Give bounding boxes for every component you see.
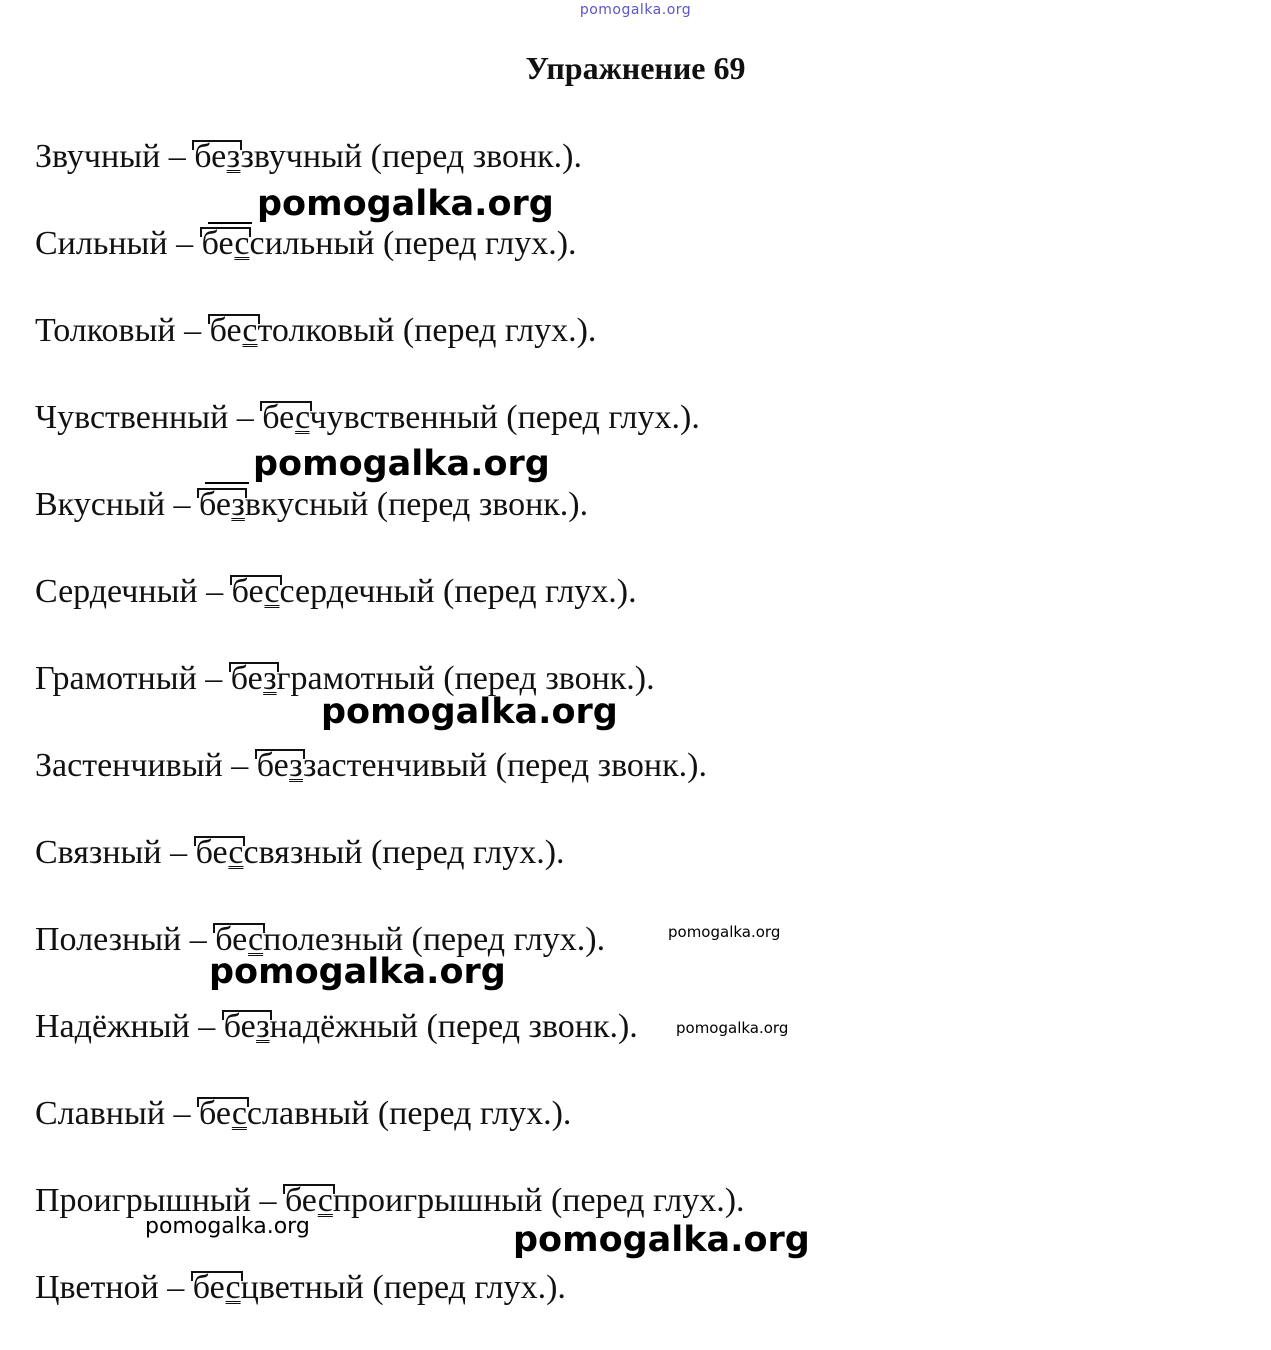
dash: – [197,573,232,610]
dash: – [167,225,202,262]
dash: – [165,1095,200,1132]
rule-note: (перед звонк.). [487,747,707,784]
prefix-consonant: с [225,1269,241,1306]
prefix-consonant: с [231,1095,247,1132]
watermark: pomogalka.org [209,952,506,992]
prefix-mark [257,747,303,784]
prefix-bracket [213,923,265,933]
prefix-consonant: с [248,921,264,958]
base-word: Звучный [35,138,161,175]
watermark: pomogalka.org [321,692,618,732]
rule-note: (перед глух.). [363,1269,566,1306]
watermark: pomogalka.org [513,1220,810,1260]
prefix-text: бе [223,1008,257,1045]
prefix-bracket [283,1184,335,1194]
top-watermark: pomogalka.org [579,2,692,18]
dash: – [228,399,263,436]
rule-note: (перед звонк.). [417,1008,638,1045]
rule-note: (перед глух.). [434,573,637,610]
prefix-bracket [194,836,246,846]
prefix-bracket [229,662,279,672]
prefix-text: бе [201,225,235,262]
dash: – [161,834,196,871]
prefix-consonant: с [242,312,258,349]
prefix-text: бе [215,921,249,958]
prefix-consonant: з [256,1008,270,1045]
prefix-text: бе [209,312,243,349]
word-list [35,132,745,1350]
word-rest: сильный [249,225,375,262]
rule-note: (перед глух.). [542,1182,745,1219]
list-item [35,1263,745,1350]
word-rest: грамотный [276,660,435,697]
base-word: Надёжный [35,1008,190,1045]
word-rest: толковый [257,312,395,349]
prefix-mark [231,660,277,697]
prefix-text: бе [231,573,265,610]
prefix-consonant: с [317,1182,333,1219]
rule-note: (перед звонк.). [362,138,582,175]
word-rest: полезный [263,921,404,958]
list-item [35,828,745,915]
prefix-text: бе [284,1182,318,1219]
prefix-mark [202,225,250,262]
prefix-bracket [230,575,282,585]
prefix-mark [224,1008,270,1045]
rule-note: (перед глух.). [362,834,565,871]
prefix-bracket [191,1271,243,1281]
prefix-text: бе [195,834,229,871]
prefix-mark [210,312,258,349]
word-rest: надёжный [269,1008,418,1045]
prefix-consonant: з [263,660,277,697]
list-item [35,1089,745,1176]
watermark-dash [205,482,249,484]
rule-note: (перед глух.). [403,921,606,958]
prefix-text: бе [194,138,227,175]
word-rest: цветный [240,1269,364,1306]
base-word: Цветной [35,1269,159,1306]
dash: – [250,1182,285,1219]
dash: – [160,138,195,175]
dash: – [181,921,216,958]
prefix-mark [262,399,309,436]
base-word: Толковый [35,312,176,349]
base-word: Чувственный [35,399,229,436]
rule-note: (перед глух.). [374,225,577,262]
word-rest: чувственный [309,399,498,436]
watermark: pomogalka.org [668,923,781,941]
list-item [35,741,745,828]
prefix-text: бе [230,660,264,697]
prefix-mark [199,1095,247,1132]
prefix-bracket [255,749,305,759]
base-word: Грамотный [35,660,197,697]
rule-note: (перед звонк.). [434,660,655,697]
prefix-consonant: з [226,138,241,175]
prefix-bracket [208,314,260,324]
prefix-consonant: з [289,747,303,784]
base-word: Полезный [35,921,182,958]
prefix-mark [232,573,280,610]
dash: – [196,660,231,697]
prefix-text: бе [256,747,290,784]
base-word: Сердечный [35,573,198,610]
list-item [35,567,745,654]
base-word: Проигрышный [35,1182,251,1219]
prefix-bracket [197,488,247,498]
word-rest: вкусный [244,486,369,523]
base-word: Связный [35,834,162,871]
prefix-text: бе [192,1269,226,1306]
rule-note: (перед глух.). [497,399,700,436]
word-rest: проигрышный [332,1182,543,1219]
rule-note: (перед глух.). [394,312,597,349]
watermark: pomogalka.org [676,1019,789,1037]
word-rest: славный [246,1095,370,1132]
prefix-bracket [222,1010,272,1020]
list-item [35,480,745,567]
prefix-mark [193,1269,241,1306]
prefix-mark [199,486,245,523]
watermark: pomogalka.org [145,1214,310,1239]
prefix-bracket [192,140,242,150]
prefix-bracket [260,401,311,411]
base-word: Славный [35,1095,166,1132]
rule-note: (перед глух.). [369,1095,572,1132]
prefix-mark [196,834,244,871]
prefix-bracket [197,1097,249,1107]
base-word: Застенчивый [35,747,223,784]
watermark: pomogalka.org [253,444,550,484]
list-item [35,306,745,393]
prefix-text: бе [199,1095,232,1132]
prefix-consonant: с [228,834,244,871]
prefix-text: бе [262,399,296,436]
rule-note: (перед звонк.). [368,486,589,523]
base-word: Сильный [35,225,168,262]
dash: – [158,1269,193,1306]
prefix-mark [194,138,240,175]
prefix-consonant: с [234,225,250,262]
word-rest: застенчивый [302,747,488,784]
dash: – [165,486,200,523]
base-word: Вкусный [35,486,166,523]
word-rest: связный [243,834,363,871]
prefix-text: бе [199,486,232,523]
prefix-consonant: с [295,399,310,436]
prefix-consonant: с [264,573,280,610]
dash: – [222,747,257,784]
list-item [35,219,745,306]
list-item [35,1002,745,1089]
watermark-dash [208,222,252,224]
word-rest: звучный [240,138,363,175]
prefix-bracket [200,227,252,237]
watermark: pomogalka.org [257,184,554,224]
word-rest: сердечный [279,573,435,610]
prefix-consonant: з [231,486,245,523]
dash: – [175,312,210,349]
page-title: Упражнение 69 [525,50,746,86]
dash: – [189,1008,224,1045]
